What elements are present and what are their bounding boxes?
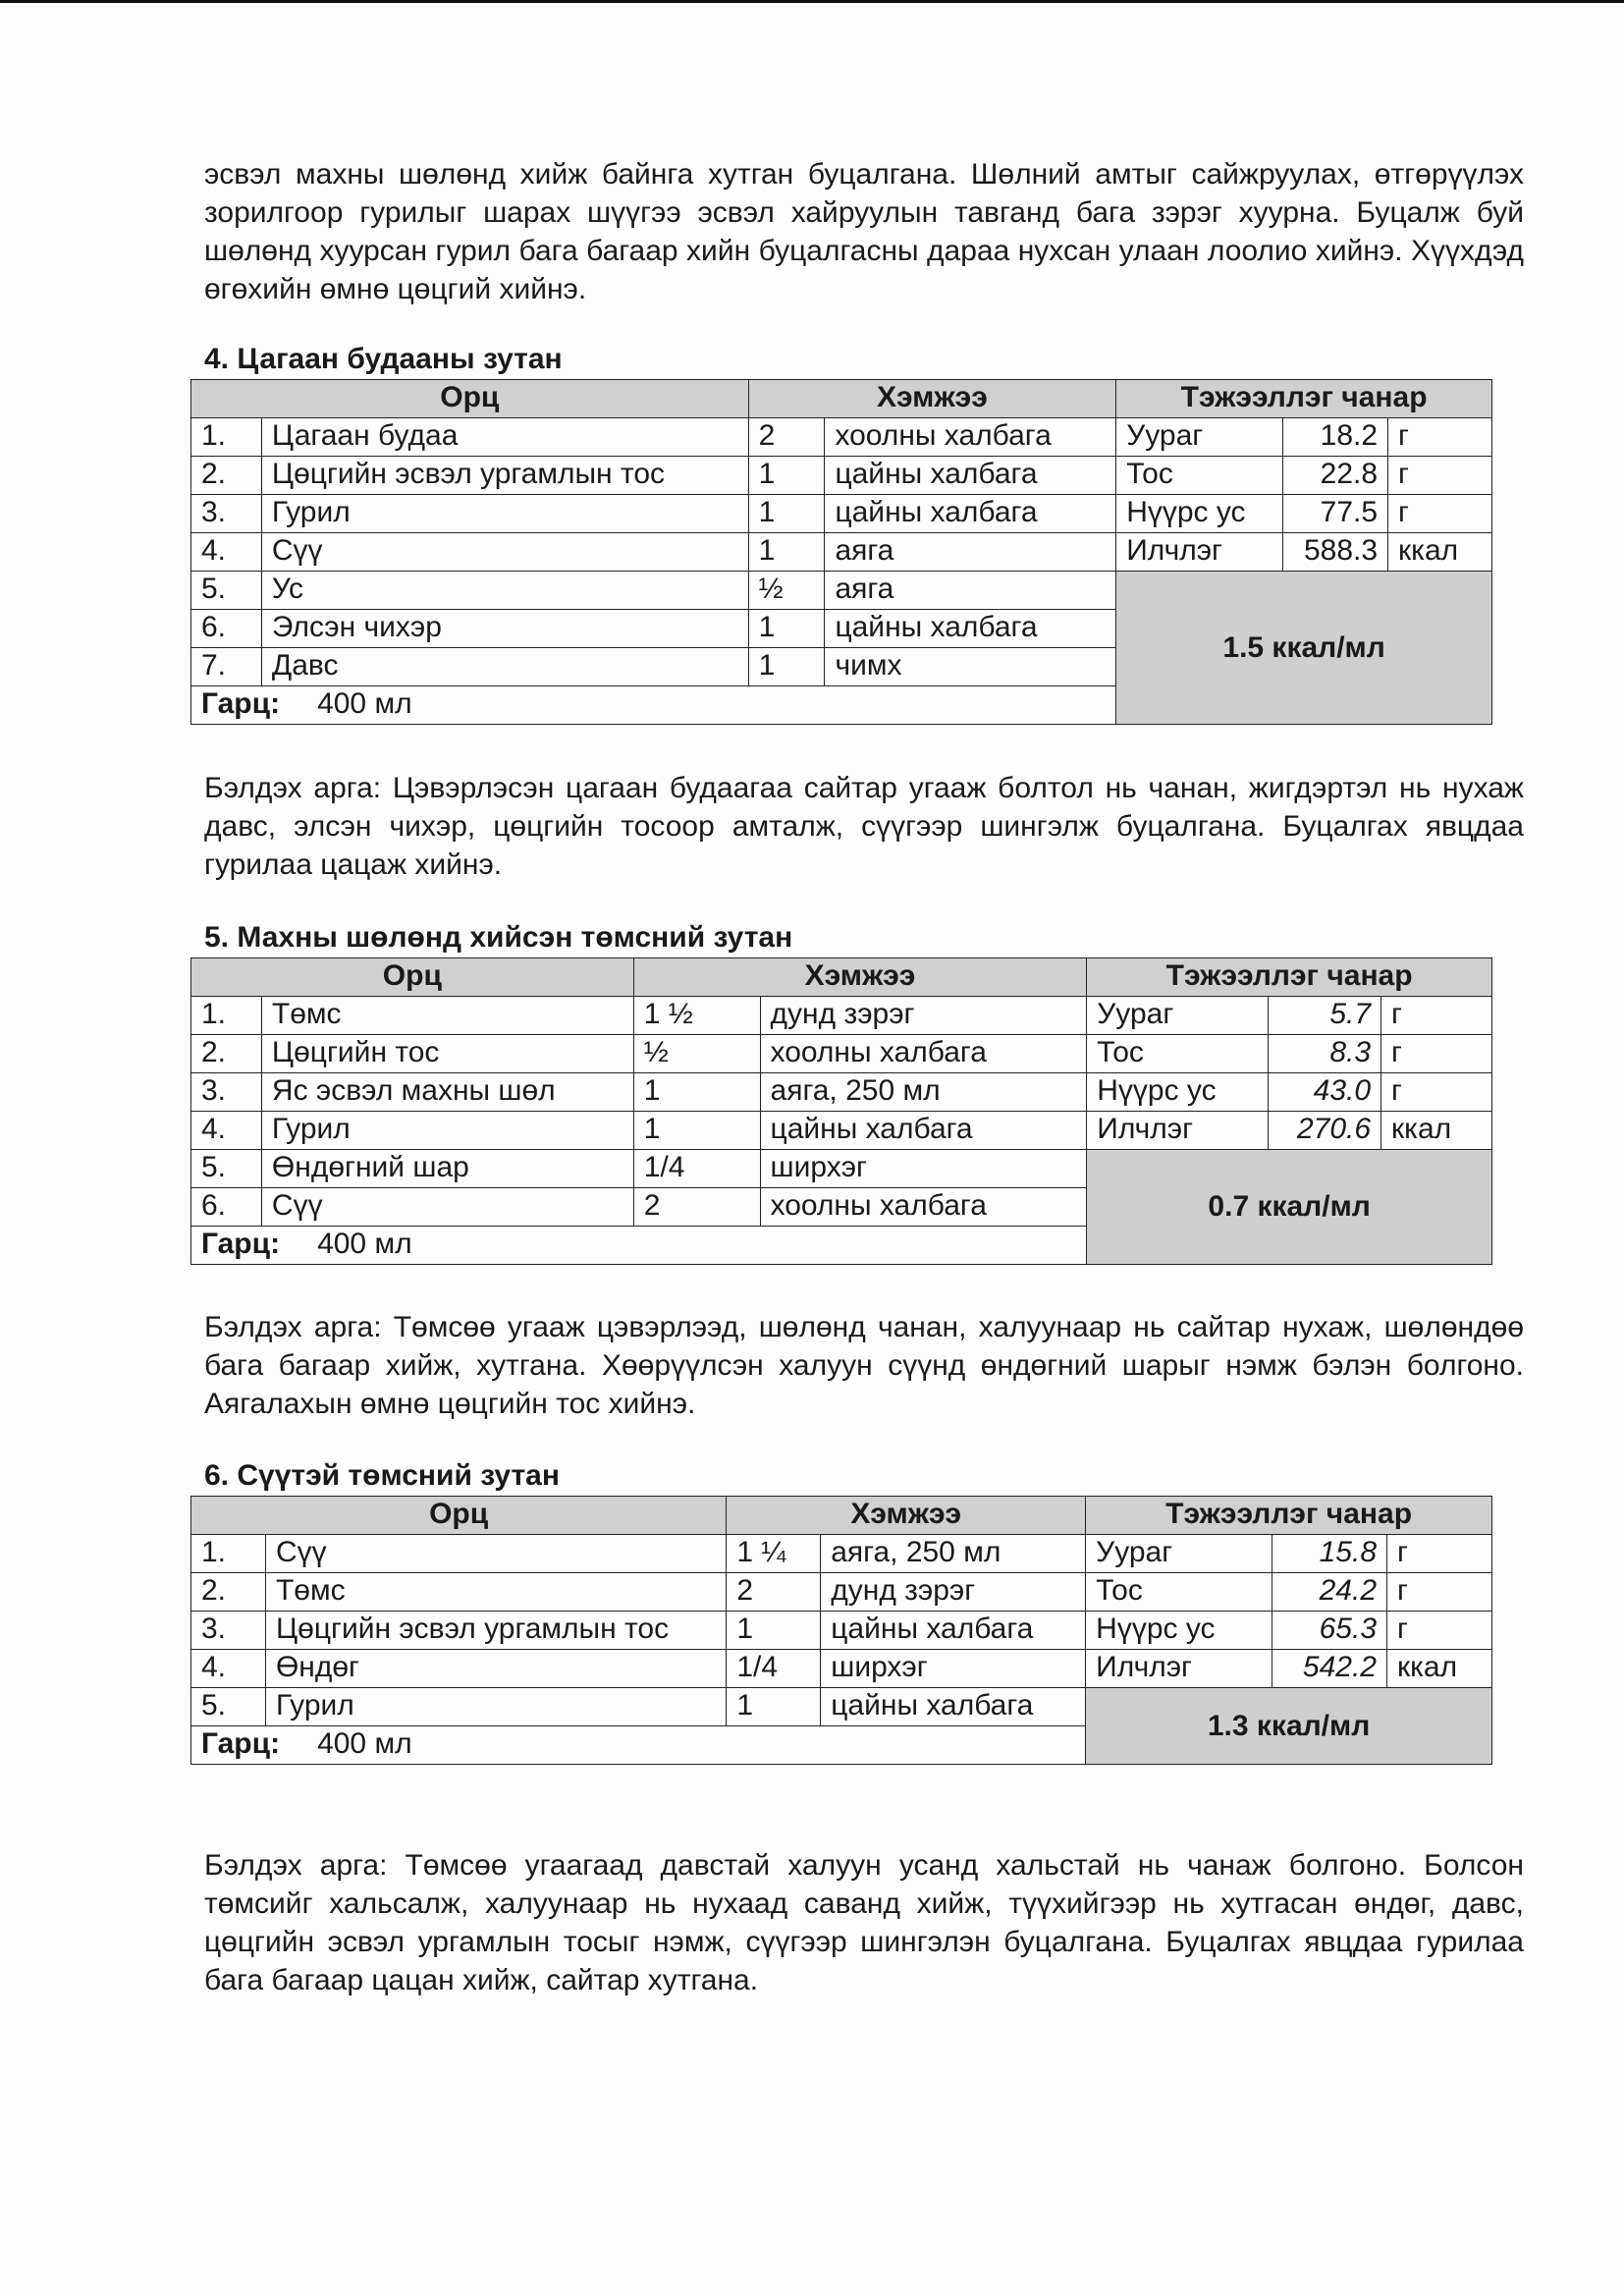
ingredient-qty: ½ bbox=[633, 1035, 760, 1073]
ingredient-qty: 1 bbox=[748, 610, 825, 648]
ingredient-qty: 1 bbox=[633, 1073, 760, 1112]
nutrient-unit: г bbox=[1388, 457, 1492, 495]
table-row bbox=[191, 533, 1492, 572]
nutrient-name: Нүүрс ус bbox=[1087, 1073, 1269, 1112]
ingredient-name: Гурил bbox=[261, 495, 748, 533]
recipe-title: 6. Сүүтэй төмсний зутан bbox=[204, 1459, 560, 1492]
nutrient-value: 24.2 bbox=[1272, 1573, 1387, 1612]
yield-label: Гарц: bbox=[201, 1228, 281, 1260]
ingredient-unit: цайны халбага bbox=[825, 495, 1116, 533]
yield-row bbox=[191, 1726, 1086, 1765]
energy-density: 0.7 ккал/мл bbox=[1087, 1150, 1492, 1265]
ingredient-qty: 1 bbox=[727, 1612, 821, 1650]
nutrient-unit: г bbox=[1388, 418, 1492, 457]
nutrient-value: 22.8 bbox=[1283, 457, 1388, 495]
header-nutrition: Тэжээллэг чанар bbox=[1086, 1497, 1492, 1535]
method-paragraph: Бэлдэх арга: Цэвэрлэсэн цагаан будаагаа сайтар угааж болтол нь чанан, жигдэртэл нь нухаж давс, элсэн чихэр, цөцгийн тосоор амталж, сүүгээр шингэлж буцалгана. Буцалгах явцдаа гурилаа цацаж хийнэ. bbox=[204, 772, 1524, 881]
nutrient-unit: г bbox=[1381, 1035, 1492, 1073]
table-row bbox=[191, 1150, 1492, 1188]
ingredient-unit: цайны халбага bbox=[821, 1688, 1086, 1726]
yield-row bbox=[191, 1227, 1087, 1265]
ingredient-unit: хоолны халбага bbox=[825, 418, 1116, 457]
recipe-table bbox=[190, 957, 1492, 1265]
header-amount: Хэмжээ bbox=[727, 1497, 1086, 1535]
yield-label: Гарц: bbox=[201, 687, 281, 720]
nutrient-unit: г bbox=[1387, 1535, 1492, 1573]
nutrient-name: Илчлэг bbox=[1116, 533, 1283, 572]
yield-value: 400 мл bbox=[317, 1228, 412, 1260]
nutrient-value: 270.6 bbox=[1269, 1112, 1381, 1150]
recipe-title: 5. Махны шөлөнд хийсэн төмсний зутан bbox=[204, 921, 793, 954]
nutrient-unit: г bbox=[1381, 1073, 1492, 1112]
ingredient-number: 1. bbox=[191, 1535, 266, 1573]
ingredient-number: 7. bbox=[191, 648, 262, 686]
ingredient-qty: 2 bbox=[748, 418, 825, 457]
ingredient-qty: ½ bbox=[748, 572, 825, 610]
ingredient-name: Өндөг bbox=[265, 1650, 726, 1688]
ingredient-qty: 1 bbox=[748, 648, 825, 686]
ingredient-number: 1. bbox=[191, 997, 262, 1035]
nutrient-value: 18.2 bbox=[1283, 418, 1388, 457]
ingredient-number: 5. bbox=[191, 1150, 262, 1188]
ingredient-qty: 1 ¼ bbox=[727, 1535, 821, 1573]
nutrient-unit: г bbox=[1387, 1573, 1492, 1612]
nutrient-name: Тос bbox=[1087, 1035, 1269, 1073]
table-row bbox=[191, 457, 1492, 495]
nutrient-name: Уураг bbox=[1116, 418, 1283, 457]
ingredient-qty: 1 bbox=[727, 1688, 821, 1726]
table-row bbox=[191, 1573, 1492, 1612]
nutrient-name: Нүүрс ус bbox=[1086, 1612, 1272, 1650]
ingredient-qty: 1 bbox=[748, 457, 825, 495]
table-row bbox=[191, 1073, 1492, 1112]
ingredient-number: 4. bbox=[191, 1112, 262, 1150]
ingredient-name: Цөцгийн эсвэл ургамлын тос bbox=[265, 1612, 726, 1650]
ingredient-number: 2. bbox=[191, 457, 262, 495]
ingredient-unit: цайны халбага bbox=[821, 1612, 1086, 1650]
table-row bbox=[191, 1612, 1492, 1650]
ingredient-number: 2. bbox=[191, 1035, 262, 1073]
ingredient-unit: дунд зэрэг bbox=[760, 997, 1087, 1035]
nutrient-unit: ккал bbox=[1381, 1112, 1492, 1150]
nutrient-value: 5.7 bbox=[1269, 997, 1381, 1035]
nutrient-value: 8.3 bbox=[1269, 1035, 1381, 1073]
nutrient-name: Тос bbox=[1116, 457, 1283, 495]
nutrient-value: 77.5 bbox=[1283, 495, 1388, 533]
scan-top-border bbox=[0, 0, 1624, 3]
ingredient-unit: аяга, 250 мл bbox=[821, 1535, 1086, 1573]
ingredient-qty: 1 bbox=[633, 1112, 760, 1150]
nutrient-unit: ккал bbox=[1388, 533, 1492, 572]
nutrient-name: Илчлэг bbox=[1086, 1650, 1272, 1688]
ingredient-qty: 1 bbox=[748, 495, 825, 533]
nutrient-unit: г bbox=[1381, 997, 1492, 1035]
header-amount: Хэмжээ bbox=[633, 958, 1087, 997]
header-ingredients: Орц bbox=[191, 1497, 727, 1535]
ingredient-name: Өндөгний шар bbox=[261, 1150, 633, 1188]
nutrient-value: 588.3 bbox=[1283, 533, 1388, 572]
header-nutrition: Тэжээллэг чанар bbox=[1116, 380, 1492, 418]
ingredient-name: Гурил bbox=[261, 1112, 633, 1150]
ingredient-unit: цайны халбага bbox=[760, 1112, 1087, 1150]
ingredient-name: Сүү bbox=[265, 1535, 726, 1573]
nutrient-unit: ккал bbox=[1387, 1650, 1492, 1688]
ingredient-qty: 2 bbox=[633, 1188, 760, 1227]
ingredient-name: Төмс bbox=[265, 1573, 726, 1612]
table-row bbox=[191, 572, 1492, 610]
ingredient-qty: 2 bbox=[727, 1573, 821, 1612]
nutrient-name: Уураг bbox=[1086, 1535, 1272, 1573]
ingredient-number: 5. bbox=[191, 572, 262, 610]
ingredient-unit: дунд зэрэг bbox=[821, 1573, 1086, 1612]
table-row bbox=[191, 495, 1492, 533]
yield-value: 400 мл bbox=[317, 1727, 412, 1760]
ingredient-number: 3. bbox=[191, 495, 262, 533]
yield-row bbox=[191, 686, 1116, 725]
method-paragraph: Бэлдэх арга: Төмсөө угааж цэвэрлээд, шөлөнд чанан, халуунаар нь сайтар нухаж, шөлөндөө бага багаар хийж, хутгана. Хөөрүүлсэн халуун сүүнд өндөгний шарыг нэмж бэлэн болгоно. Аягалахын өмнө цөцгийн тос хийнэ. bbox=[204, 1311, 1524, 1420]
energy-density: 1.3 ккал/мл bbox=[1086, 1688, 1492, 1765]
header-ingredients: Орц bbox=[191, 380, 749, 418]
ingredient-number: 4. bbox=[191, 533, 262, 572]
recipe-title: 4. Цагаан будааны зутан bbox=[204, 343, 563, 375]
intro-paragraph: эсвэл махны шөлөнд хийж байнга хутган буцалгана. Шөлний амтыг сайжруулах, өтгөрүүлэх зорилгоор гурилыг шарах шүүгээ эсвэл хайруулын тавганд бага зэрэг хуурна. Буцалж буй шөлөнд хуурсан гурил бага багаар хийн буцалгасны дараа нухсан улаан лоолио хийнэ. Хүүхдэд өгөхийн өмнө цөцгий хийнэ. bbox=[204, 158, 1524, 305]
ingredient-qty: 1/4 bbox=[633, 1150, 760, 1188]
nutrient-name: Уураг bbox=[1087, 997, 1269, 1035]
nutrient-value: 542.2 bbox=[1272, 1650, 1387, 1688]
ingredient-name: Цөцгийн эсвэл ургамлын тос bbox=[261, 457, 748, 495]
ingredient-unit: цайны халбага bbox=[825, 610, 1116, 648]
table-row bbox=[191, 418, 1492, 457]
ingredient-qty: 1 ½ bbox=[633, 997, 760, 1035]
ingredient-number: 1. bbox=[191, 418, 262, 457]
header-ingredients: Орц bbox=[191, 958, 634, 997]
nutrient-value: 15.8 bbox=[1272, 1535, 1387, 1573]
yield-value: 400 мл bbox=[317, 687, 412, 720]
ingredient-number: 3. bbox=[191, 1073, 262, 1112]
ingredient-number: 4. bbox=[191, 1650, 266, 1688]
recipe-table bbox=[190, 1496, 1492, 1765]
ingredient-number: 5. bbox=[191, 1688, 266, 1726]
ingredient-name: Цөцгийн тос bbox=[261, 1035, 633, 1073]
header-amount: Хэмжээ bbox=[748, 380, 1116, 418]
ingredient-unit: цайны халбага bbox=[825, 457, 1116, 495]
nutrient-name: Тос bbox=[1086, 1573, 1272, 1612]
ingredient-unit: аяга bbox=[825, 572, 1116, 610]
ingredient-unit: хоолны халбага bbox=[760, 1035, 1087, 1073]
energy-density: 1.5 ккал/мл bbox=[1116, 572, 1492, 725]
ingredient-unit: ширхэг bbox=[821, 1650, 1086, 1688]
ingredient-name: Яс эсвэл махны шөл bbox=[261, 1073, 633, 1112]
table-row bbox=[191, 1035, 1492, 1073]
nutrient-unit: г bbox=[1388, 495, 1492, 533]
ingredient-number: 2. bbox=[191, 1573, 266, 1612]
ingredient-name: Төмс bbox=[261, 997, 633, 1035]
ingredient-unit: аяга, 250 мл bbox=[760, 1073, 1087, 1112]
table-row bbox=[191, 997, 1492, 1035]
ingredient-name: Давс bbox=[261, 648, 748, 686]
table-row bbox=[191, 1535, 1492, 1573]
ingredient-qty: 1 bbox=[748, 533, 825, 572]
ingredient-unit: ширхэг bbox=[760, 1150, 1087, 1188]
nutrient-value: 43.0 bbox=[1269, 1073, 1381, 1112]
ingredient-name: Элсэн чихэр bbox=[261, 610, 748, 648]
nutrient-name: Илчлэг bbox=[1087, 1112, 1269, 1150]
yield-label: Гарц: bbox=[201, 1727, 281, 1760]
recipe-table bbox=[190, 379, 1492, 725]
ingredient-name: Сүү bbox=[261, 1188, 633, 1227]
method-paragraph: Бэлдэх арга: Төмсөө угаагаад давстай халуун усанд хальстай нь чанаж болгоно. Болсон төмсийг хальсалж, халуунаар нь нухаад саванд хийж, түүхийгээр нь хутгасан өндөг, давс, цөцгийн эсвэл ургамлын тосыг нэмж, сүүгээр шингэлэн буцалгана. Буцалгах явцдаа гурилаа бага багаар цацан хийж, сайтар хутгана. bbox=[204, 1849, 1524, 1996]
nutrient-value: 65.3 bbox=[1272, 1612, 1387, 1650]
ingredient-number: 6. bbox=[191, 1188, 262, 1227]
table-row bbox=[191, 1688, 1492, 1726]
ingredient-unit: хоолны халбага bbox=[760, 1188, 1087, 1227]
ingredient-qty: 1/4 bbox=[727, 1650, 821, 1688]
ingredient-name: Сүү bbox=[261, 533, 748, 572]
ingredient-unit: аяга bbox=[825, 533, 1116, 572]
nutrient-name: Нүүрс ус bbox=[1116, 495, 1283, 533]
ingredient-number: 3. bbox=[191, 1612, 266, 1650]
table-row bbox=[191, 1650, 1492, 1688]
ingredient-name: Ус bbox=[261, 572, 748, 610]
ingredient-number: 6. bbox=[191, 610, 262, 648]
nutrient-unit: г bbox=[1387, 1612, 1492, 1650]
header-nutrition: Тэжээллэг чанар bbox=[1087, 958, 1492, 997]
ingredient-name: Гурил bbox=[265, 1688, 726, 1726]
ingredient-name: Цагаан будаа bbox=[261, 418, 748, 457]
ingredient-unit: чимх bbox=[825, 648, 1116, 686]
table-row bbox=[191, 1112, 1492, 1150]
